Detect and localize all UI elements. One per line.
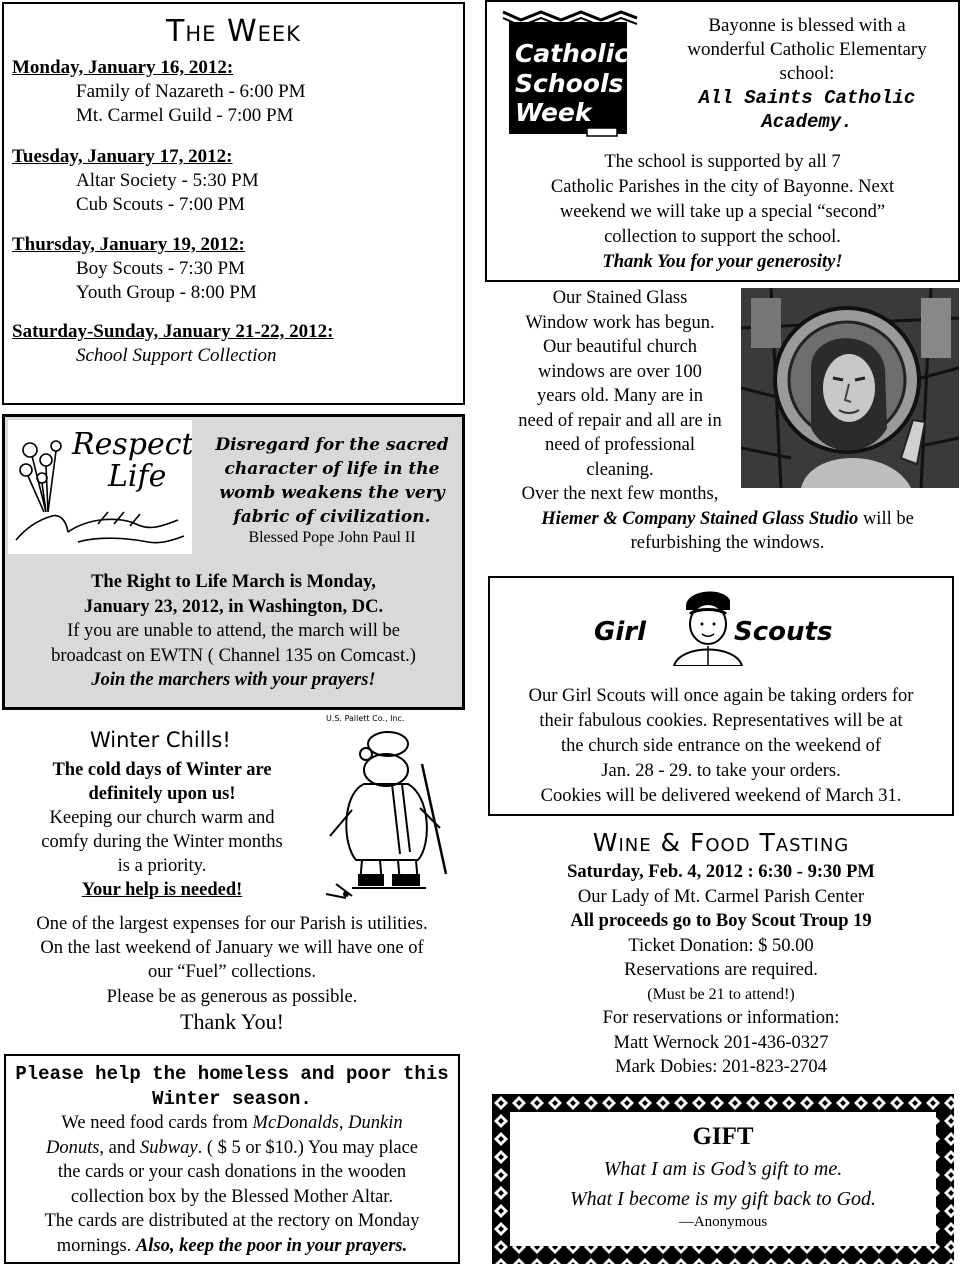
winter-bold-line: The cold days of Winter are [52,760,272,780]
image-credit: U.S. Pallett Co., Inc. [326,714,405,723]
text-line: the church side entrance on the weekend of [560,736,881,756]
sign-text: Catholic [515,39,630,68]
text-line [6,1136,458,1161]
wine-food-tasting-section [488,828,954,1088]
logo-text: Girl [594,617,646,647]
studio-name: Hiemer & Company Stained Glass Studio [541,508,859,529]
text-line: Keeping our church warm and [49,808,275,828]
stained-glass-jesus-icon [741,288,959,488]
text-line: school: [779,63,835,84]
text-line: All proceeds go to Boy Scout Troup 19 [570,911,872,931]
winter-chills-section [4,714,460,1034]
text-line: comfy during the Winter months [41,832,283,852]
text-line: collection box by the Blessed Mother Altar. [70,1186,394,1207]
text-line: What I am is God’s gift to me. [603,1158,843,1180]
text-line: weekend we will take up a special “second” [559,202,886,222]
text-line: Reservations are required. [624,960,818,980]
text-line: Jan. 28 - 29. to take your orders. [601,761,841,781]
contact: Mark Dobies: 201-823-2704 [615,1057,827,1077]
text-line: What I become is my gift back to God. [569,1188,877,1210]
text: Donuts [45,1137,100,1158]
text-line: Cookies will be delivered weekend of March 31. [540,786,902,806]
text-line: Ticket Donation: $ 50.00 [628,935,814,956]
text-line: years old. Many are in [537,386,703,406]
event: Youth Group - 8:00 PM [76,282,257,303]
text-line: (Must be 21 to attend!) [647,986,795,1003]
contact: Matt Wernock 201-436-0327 [613,1032,829,1053]
text-line: Over the next few months, [521,484,719,504]
event: Altar Society - 5:30 PM [76,170,259,191]
text: . ( $ 5 or $10.) You may place [197,1137,419,1158]
respect-life-box [2,414,465,710]
day-label: Saturday-Sunday, January 21-22, 2012: [12,321,334,342]
text: Also, keep the poor in your prayers. [135,1235,408,1256]
thank-you: Thank You! [180,1009,284,1034]
event: School Support Collection [76,345,277,366]
scouts-text [490,684,952,809]
text: , and [99,1137,141,1158]
event: Family of Nazareth - 6:00 PM [76,81,306,102]
event-place: Our Lady of Mt. Carmel Parish Center [577,886,865,907]
catholic-schools-box [485,0,960,282]
snowman-skater-icon [322,724,454,900]
homeless-title: Please help the homeless and poor this [15,1063,449,1085]
school-name: Academy. [761,111,853,133]
text-line [495,507,960,531]
school-name: All Saints Catholic [698,87,916,109]
help-needed: Your help is needed! [81,880,243,900]
gift-title: GIFT [692,1123,754,1150]
day-label: Monday, January 16, 2012: [12,57,234,78]
homeless-appeal-box [4,1054,460,1264]
homeless-title: Winter season. [152,1087,312,1110]
chalkboard-sign [501,8,651,148]
text-line: January 23, 2012, in Washington, DC. [83,596,384,617]
text-line: Thank You for your generosity! [602,252,843,272]
text-line: Our Stained Glass [552,288,688,308]
text-line: For reservations or information: [602,1008,840,1028]
march-announcement [5,570,462,693]
chalkboard-icon [501,8,651,148]
text-line: If you are unable to attend, the march will be [67,621,400,641]
homeless-text [6,1062,458,1258]
text: mornings. [56,1235,136,1256]
text-line: The cards are distributed at the rectory on Monday [44,1211,420,1231]
text-line: Catholic Parishes in the city of Bayonne. Next [550,177,895,197]
schools-support [487,150,958,275]
text-line: refurbishing the windows. [630,533,825,553]
text: will be [858,508,914,529]
schools-intro [657,14,957,134]
text-line [6,1234,458,1259]
respect-life-logo [8,420,192,554]
quote-author: Blessed Pope John Paul II [248,529,416,546]
sign-text: Schools [515,69,624,98]
event: Cub Scouts - 7:00 PM [76,194,245,215]
logo-text: Scouts [734,617,833,647]
text-line: need of professional [544,435,695,455]
sign-text: Week [515,98,592,127]
text-line: wonderful Catholic Elementary [687,39,927,60]
text-line: Our Girl Scouts will once again be taking orders for [528,686,914,706]
respect-life-quote: Disregard for the sacred character of life in the womb weakens the very fabric of civilization. [215,435,449,527]
winter-bold-line: definitely upon us! [88,784,236,804]
text-line: The Right to Life March is Monday, [91,572,376,592]
girl-scouts-logo [590,584,856,666]
day-label: Tuesday, January 17, 2012: [12,146,233,167]
event-date: Saturday, Feb. 4, 2012 : 6:30 - 9:30 PM [567,862,875,882]
text-line: Please be as generous as possible. [106,987,358,1007]
text-line: our “Fuel” collections. [148,962,316,982]
gift-quote-box [492,1094,954,1264]
text-line [6,1111,458,1136]
day-label: Thursday, January 19, 2012: [12,234,245,255]
logo-text: Respect [72,427,192,462]
text-line: On the last weekend of January we will have one of [40,938,424,958]
text-line: cleaning. [586,459,654,480]
text-line: Join the marchers with your prayers! [91,670,376,690]
stained-glass-section [495,286,960,556]
text-line: One of the largest expenses for our Parish is utilities. [36,914,428,934]
text-line: —Anonymous [678,1214,768,1230]
text: Subway [140,1137,198,1158]
week-schedule-box [2,2,465,405]
text-line: collection to support the school. [604,227,841,247]
text-line: need of repair and all are in [518,410,722,431]
text: We need food cards from [61,1113,253,1133]
text-line: broadcast on EWTN ( Channel 135 on Comcast.) [51,645,416,666]
wine-title: Wine & Food Tasting [592,828,850,857]
girl-scout-icon [590,584,856,666]
text-line: their fabulous cookies. Representatives will be at [539,711,903,731]
girl-scouts-box [488,576,954,816]
text-line: the cards or your cash donations in the wooden [57,1162,407,1182]
event: Mt. Carmel Guild - 7:00 PM [76,105,294,126]
text: McDonalds, Dunkin [252,1113,403,1133]
text-line: Bayonne is blessed with a [708,15,906,36]
flowers-hand-icon [8,420,192,554]
text-line: Window work has begun. [525,312,715,333]
text-line: The school is supported by all 7 [604,152,841,172]
text-line: is a priority. [117,856,207,876]
logo-text: Life [108,459,167,494]
winter-title: Winter Chills! [90,728,231,752]
text-line: windows are over 100 [538,361,702,382]
week-title: The Week [166,14,301,49]
event: Boy Scouts - 7:30 PM [76,258,245,279]
text-line: Our beautiful church [542,337,698,357]
